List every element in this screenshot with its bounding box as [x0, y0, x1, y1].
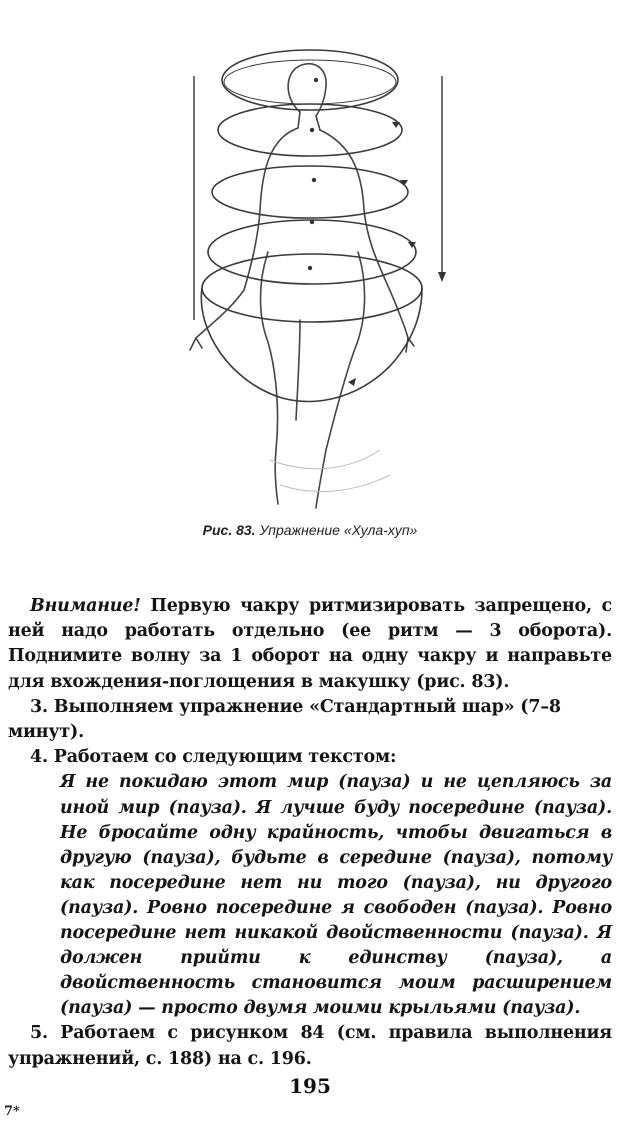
signature-mark: 7* — [4, 1104, 20, 1119]
hula-hoop-figure — [150, 20, 480, 520]
step-5: 5. Работаем с рисунком 84 (см. правила выполнения упражнений, с. 188) на с. 196. — [8, 1023, 612, 1069]
caption-text: Упражнение «Хула-хуп» — [259, 522, 418, 538]
attention-paragraph — [8, 594, 612, 695]
step-4: 4. Работаем со следующим текстом: — [30, 747, 397, 768]
caption-label: Рис. 83. — [202, 522, 256, 538]
figure-caption — [0, 522, 620, 538]
body-text — [8, 594, 612, 1072]
meditation-quote: Я не покидаю этот мир (пауза) и не цепляюсь за иной мир (пауза). Я лучше буду посередине (пауза). Не бросайте одну крайность, чтобы двигаться в другую (пауза), будьте в середине (пауза), потому как посередине нет ни того (пауза), ни другого (пауза). Ровно посередине я свободен (пауза). Ровно посередине нет никакой двойственности (пауза). Я должен прийти к единству (пауза), а двойственность становится моим расширением (пауза) — просто двумя моими крыльями (пауза). — [60, 772, 612, 1019]
hula-hoop-illustration — [150, 20, 480, 520]
page-number: 195 — [289, 1074, 331, 1098]
step-3: 3. Выполняем упражнение «Стандартный шар» (7–8 минут). — [8, 696, 561, 743]
attention-word: Внимание! — [30, 596, 141, 616]
attention-text: Первую чакру ритмизировать запрещено, с ней надо работать отдельно (ее ритм — 3 оборота). Поднимите волну за 1 оборот на одну чакру и направьте для вхождения-поглощения в макушку (рис. 83). — [8, 596, 612, 692]
